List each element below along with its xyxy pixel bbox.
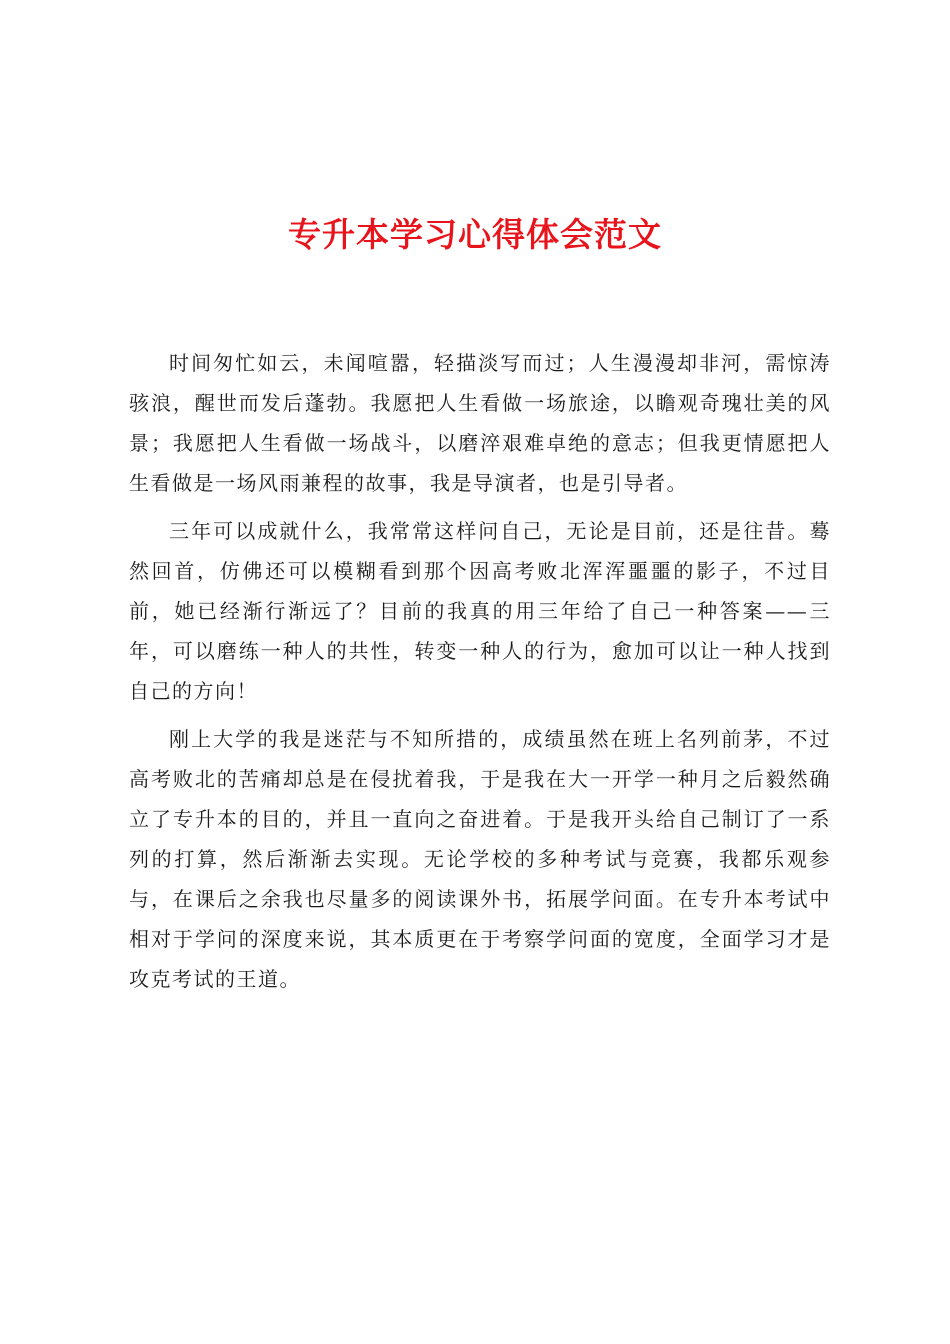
document-title: 专升本学习心得体会范文: [288, 215, 662, 254]
paragraph-2: 三年可以成就什么，我常常这样问自己，无论是目前，还是往昔。蓦然回首，仿佛还可以模糊看到那个因高考败北浑浑噩噩的影子，不过目前，她已经渐行渐远了？目前的我真的用三年给了自己一种答案——三年，可以磨练一种人的共性，转变一种人的行为，愈加可以让一种人找到自己的方向！: [129, 519, 831, 703]
document-body: [129, 343, 831, 999]
paragraph-3: 刚上大学的我是迷茫与不知所措的，成绩虽然在班上名列前茅，不过高考败北的苦痛却总是在侵扰着我，于是我在大一开学一种月之后毅然确立了专升本的目的，并且一直向之奋进着。于是我开头给自己制订了一系列的打算，然后渐渐去实现。无论学校的多种考试与竞赛，我都乐观参与，在课后之余我也尽量多的阅读课外书，拓展学问面。在专升本考试中相对于学问的深度来说，其本质更在于考察学问面的宽度，全面学习才是攻克考试的王道。: [129, 727, 831, 991]
paragraph-1: 时间匆忙如云，未闻喧嚣，轻描淡写而过；人生漫漫却非河，需惊涛骇浪，醒世而发后蓬勃。我愿把人生看做一场旅途，以瞻观奇瑰壮美的风景；我愿把人生看做一场战斗，以磨淬艰难卓绝的意志；但我更情愿把人生看做是一场风雨兼程的故事，我是导演者，也是引导者。: [129, 351, 831, 495]
